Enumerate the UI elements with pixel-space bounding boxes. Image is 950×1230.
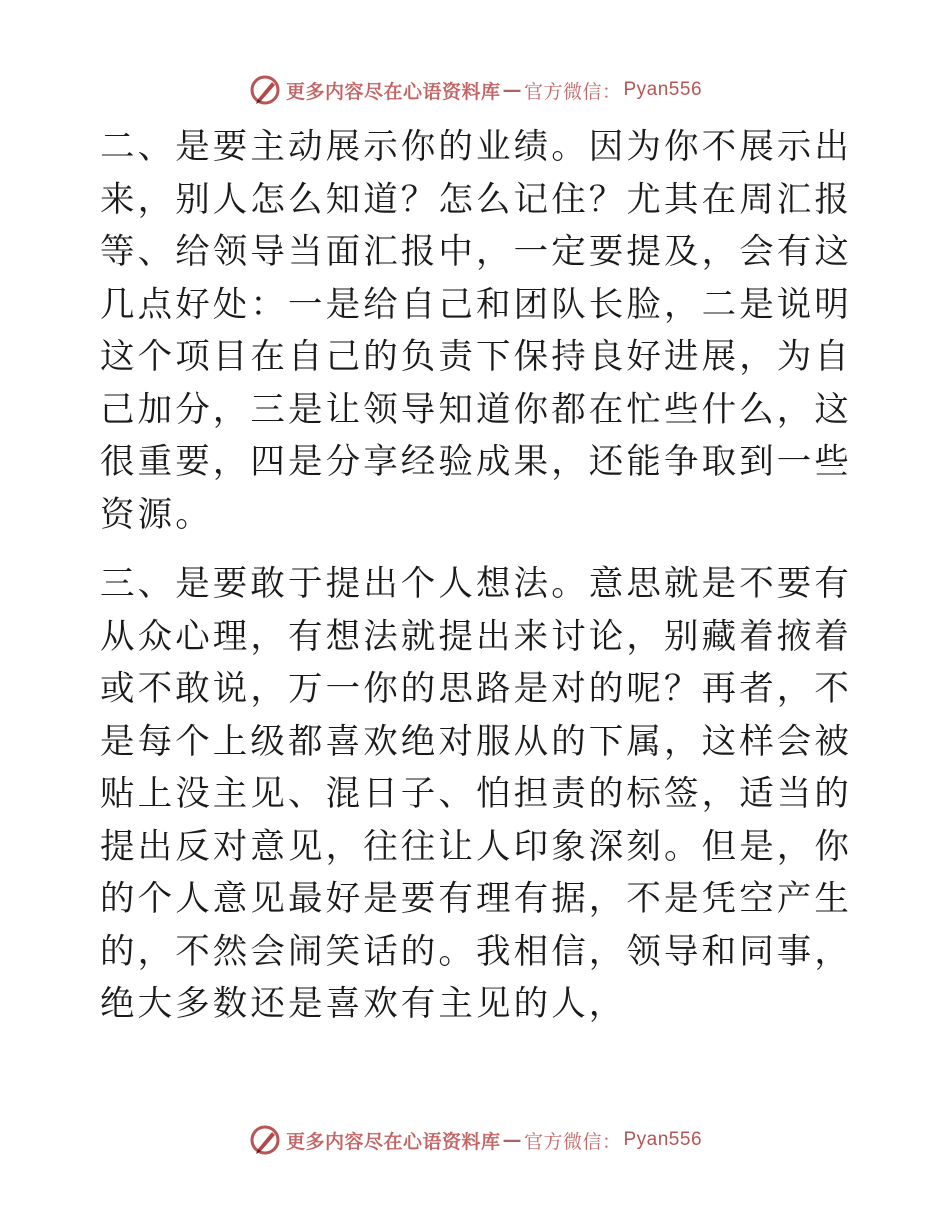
banner-wechat-label: 官方微信： <box>523 80 622 103</box>
paragraph-two: 二、是要主动展示你的业绩。因为你不展示出来，别人怎么知道？怎么记住？尤其在周汇报等、给领导当面汇报中，一定要提及，会有这几点好处：一是给自己和团队长脸，二是说明这个项目在自己的负责下保持良好进展，为自己加分，三是让领导知道你都在忙些什么，这很重要，四是分享经验成果，还能争取到一些资源。 <box>100 127 852 535</box>
pen-logo-icon <box>248 1123 282 1157</box>
banner-wechat-id: Pyan556 <box>623 79 703 100</box>
document-body <box>100 121 852 1031</box>
footer-banner <box>0 1120 950 1160</box>
banner-text: 更多内容尽在心语资料库 <box>285 80 501 103</box>
paragraph-three: 三、是要敢于提出个人想法。意思就是不要有从众心理，有想法就提出来讨论，别藏着掖着或不敢说，万一你的思路是对的呢？再者，不是每个上级都喜欢绝对服从的下属，这样会被贴上没主见、混日子、怕担责的标签，适当的提出反对意见，往往让人印象深刻。但是，你的个人意见最好是要有理有据，不是凭空产生的，不然会闹笑话的。我相信，领导和同事，绝大多数还是喜欢有主见的人， <box>100 564 852 1024</box>
banner-separator: — <box>502 79 522 101</box>
banner-text: 更多内容尽在心语资料库 <box>285 1130 501 1153</box>
pen-logo-icon <box>248 73 282 107</box>
banner-wechat-label: 官方微信： <box>523 1130 622 1153</box>
banner-wechat-id: Pyan556 <box>623 1129 703 1150</box>
banner-separator: — <box>502 1129 522 1151</box>
header-banner <box>0 70 950 110</box>
